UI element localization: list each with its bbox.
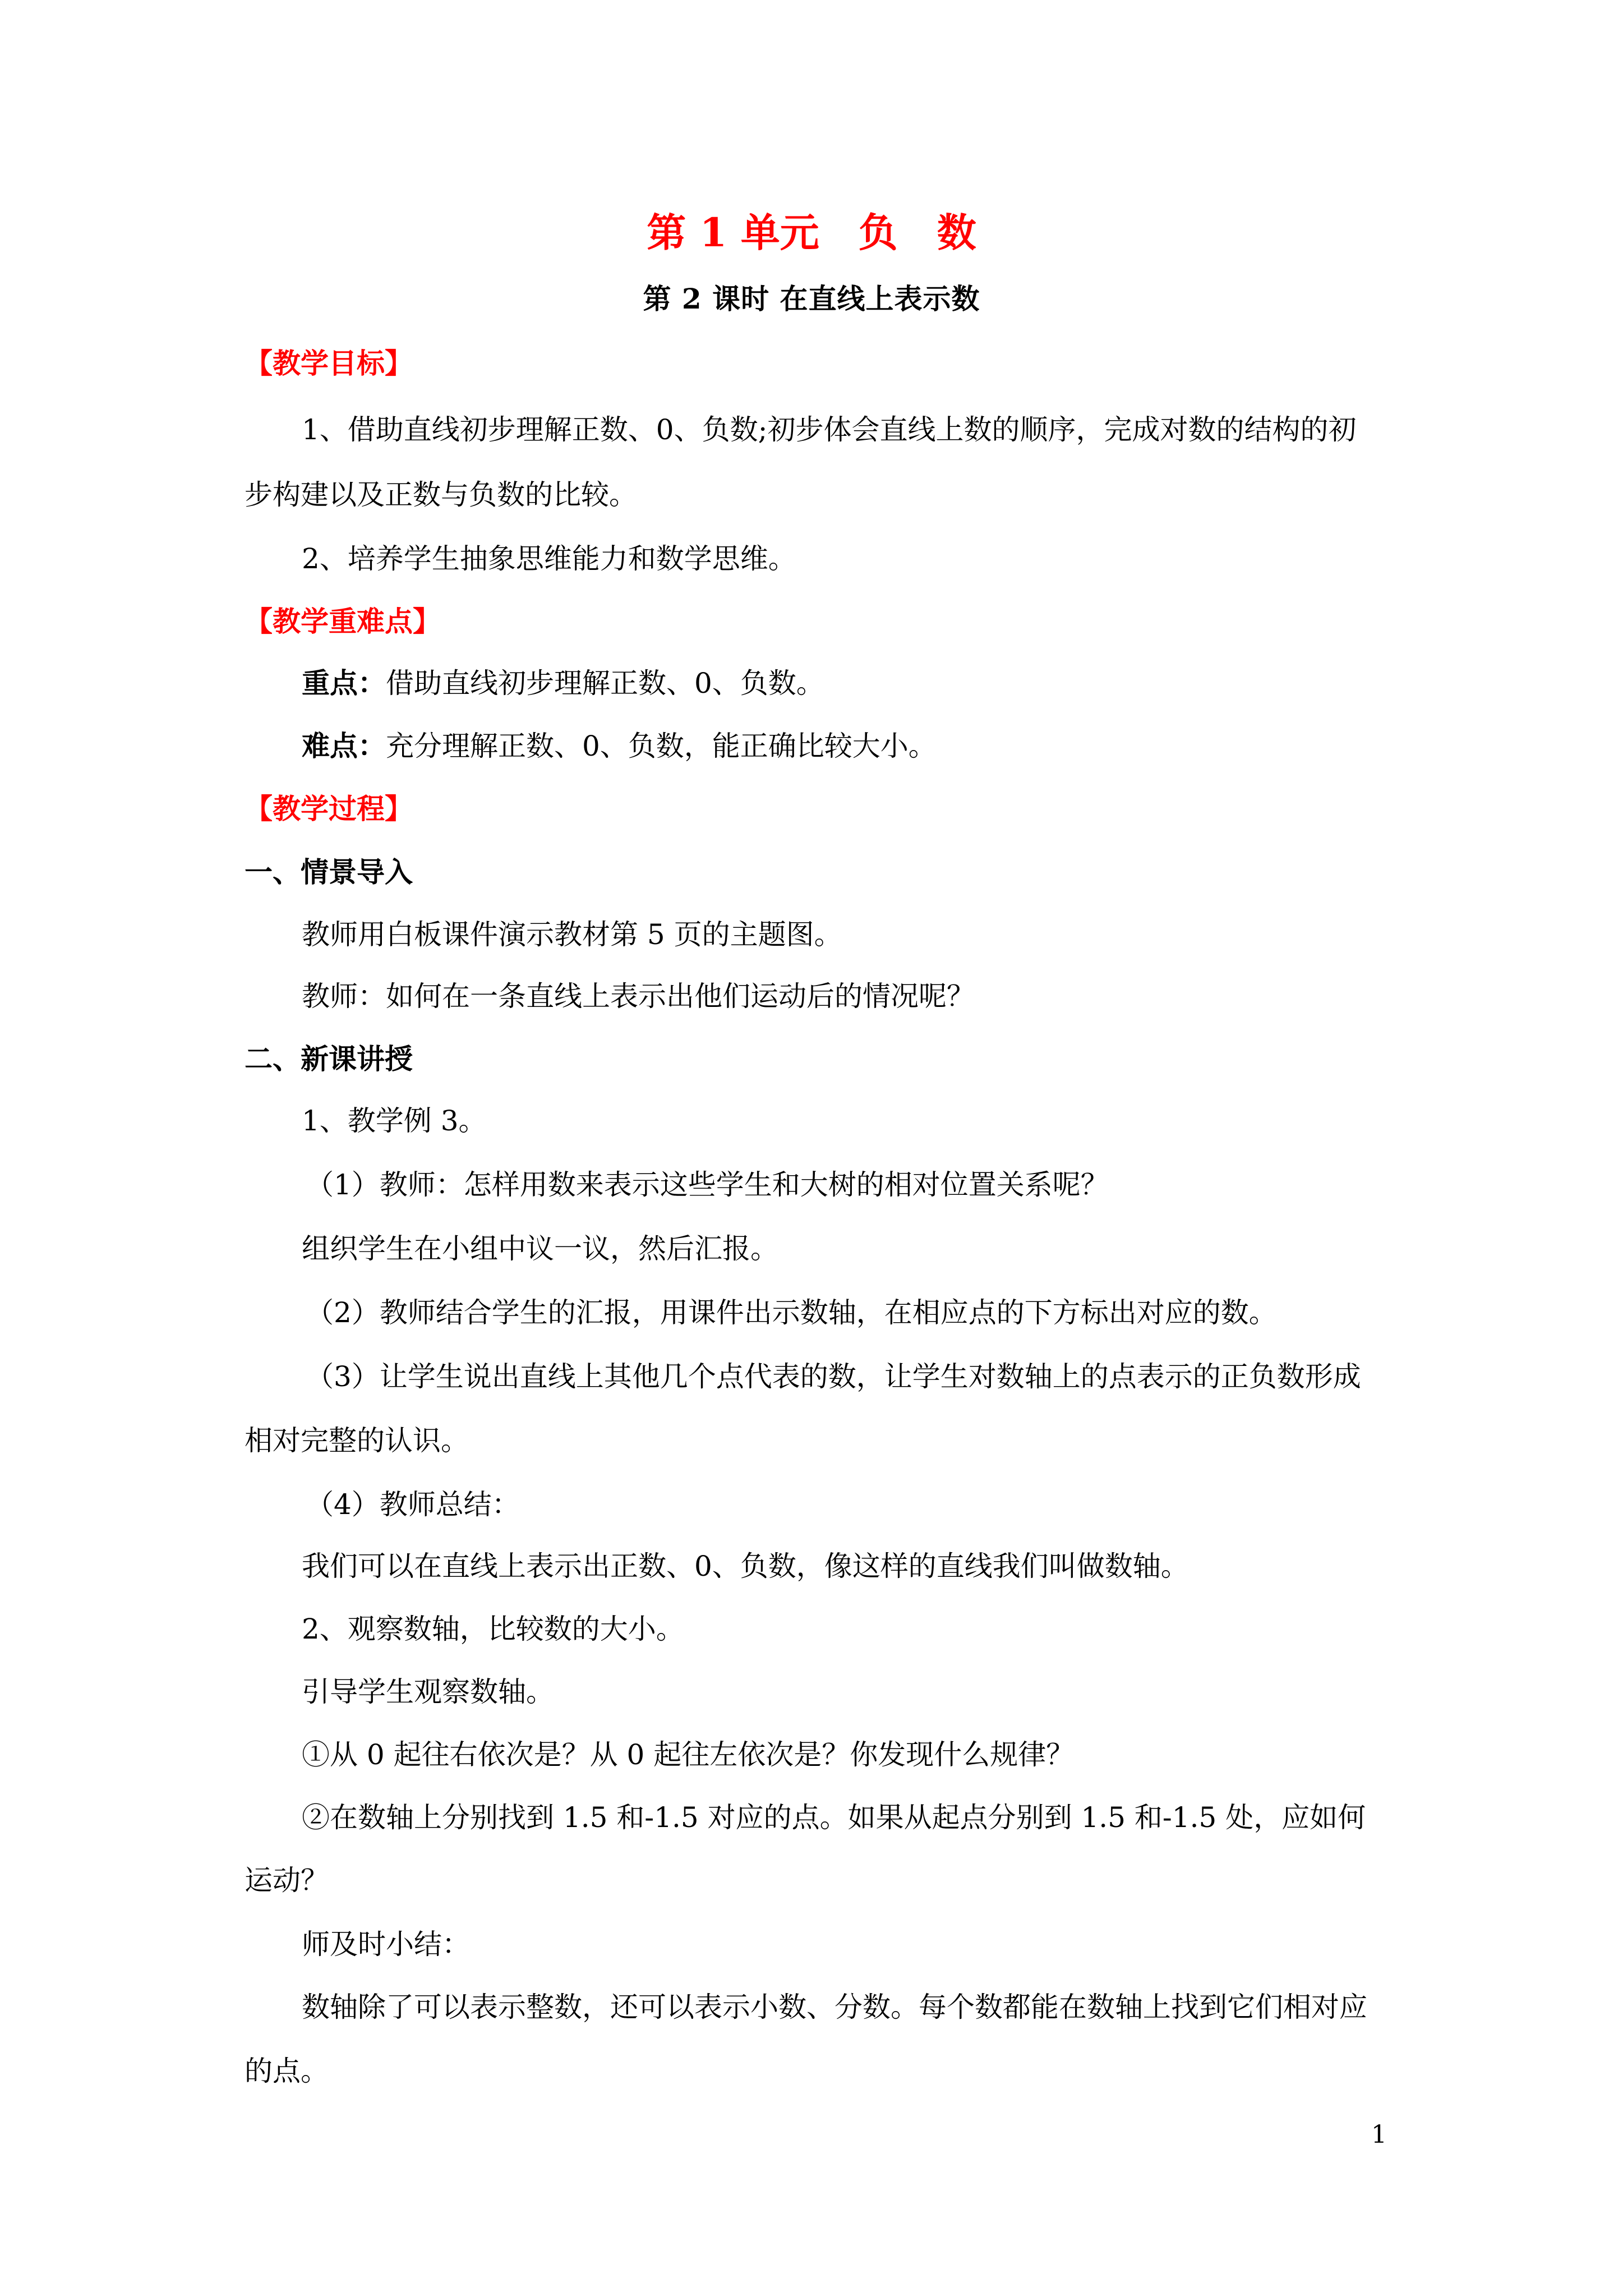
goals-heading: 【教学目标】 [245, 347, 413, 380]
key-point-label: 重点： [302, 666, 386, 700]
observe-paragraph: 引导学生观察数轴。 [302, 1676, 554, 1708]
goal-1-line-2: 步构建以及正数与负数的比较。 [245, 478, 637, 511]
summary-label: 师及时小结： [302, 1928, 470, 1961]
key-point-row [302, 666, 824, 700]
difficulty-label: 难点： [302, 729, 386, 762]
unit-title: 第 1 单元 负 数 [647, 209, 976, 256]
process-heading: 【教学过程】 [245, 792, 413, 825]
example-step-4: （4）教师总结： [306, 1488, 520, 1521]
example-step-2: （2）教师结合学生的汇报，用课件出示数轴，在相应点的下方标出对应的数。 [306, 1296, 1277, 1329]
difficulty-row [302, 729, 937, 763]
example-step-4-text: 我们可以在直线上表示出正数、0、负数，像这样的直线我们叫做数轴。 [302, 1550, 1189, 1582]
observe-heading: 2、观察数轴，比较数的大小。 [302, 1613, 684, 1645]
goal-2: 2、培养学生抽象思维能力和数学思维。 [302, 542, 796, 575]
observe-question-2-line-1: ②在数轴上分别找到 1.5 和-1.5 对应的点。如果从起点分别到 1.5 和-1.5 处，应如何 [302, 1801, 1366, 1834]
key-point-text: 借助直线初步理解正数、0、负数。 [386, 667, 824, 700]
part-2-heading: 二、新课讲授 [245, 1042, 413, 1075]
example-step-3-line-2: 相对完整的认识。 [245, 1424, 469, 1457]
observe-question-1: ①从 0 起往右依次是？从 0 起往左依次是？你发现什么规律？ [302, 1738, 1075, 1771]
goal-1-line-1: 1、借助直线初步理解正数、0、负数;初步体会直线上数的顺序，完成对数的结构的初 [302, 413, 1357, 446]
summary-line-1: 数轴除了可以表示整数，还可以表示小数、分数。每个数都能在数轴上找到它们相对应 [302, 1991, 1367, 2023]
part-1-heading: 一、情景导入 [245, 855, 413, 889]
example-step-1: （1）教师：怎样用数来表示这些学生和大树的相对位置关系呢？ [306, 1168, 1109, 1201]
example-step-1-note: 组织学生在小组中议一议，然后汇报。 [302, 1232, 778, 1265]
part-1-paragraph-2: 教师：如何在一条直线上表示出他们运动后的情况呢？ [302, 980, 975, 1013]
page-number: 1 [1371, 2120, 1387, 2149]
example-step-3-line-1: （3）让学生说出直线上其他几个点代表的数，让学生对数轴上的点表示的正负数形成 [306, 1360, 1361, 1393]
example-heading: 1、教学例 3。 [302, 1105, 487, 1137]
part-1-paragraph-1: 教师用白板课件演示教材第 5 页的主题图。 [302, 918, 842, 951]
difficulty-text: 充分理解正数、0、负数，能正确比较大小。 [386, 730, 937, 762]
key-points-heading: 【教学重难点】 [245, 605, 441, 638]
lesson-subtitle: 第 2 课时 在直线上表示数 [643, 282, 980, 315]
observe-question-2-line-2: 运动？ [245, 1864, 329, 1897]
summary-line-2: 的点。 [245, 2055, 329, 2087]
